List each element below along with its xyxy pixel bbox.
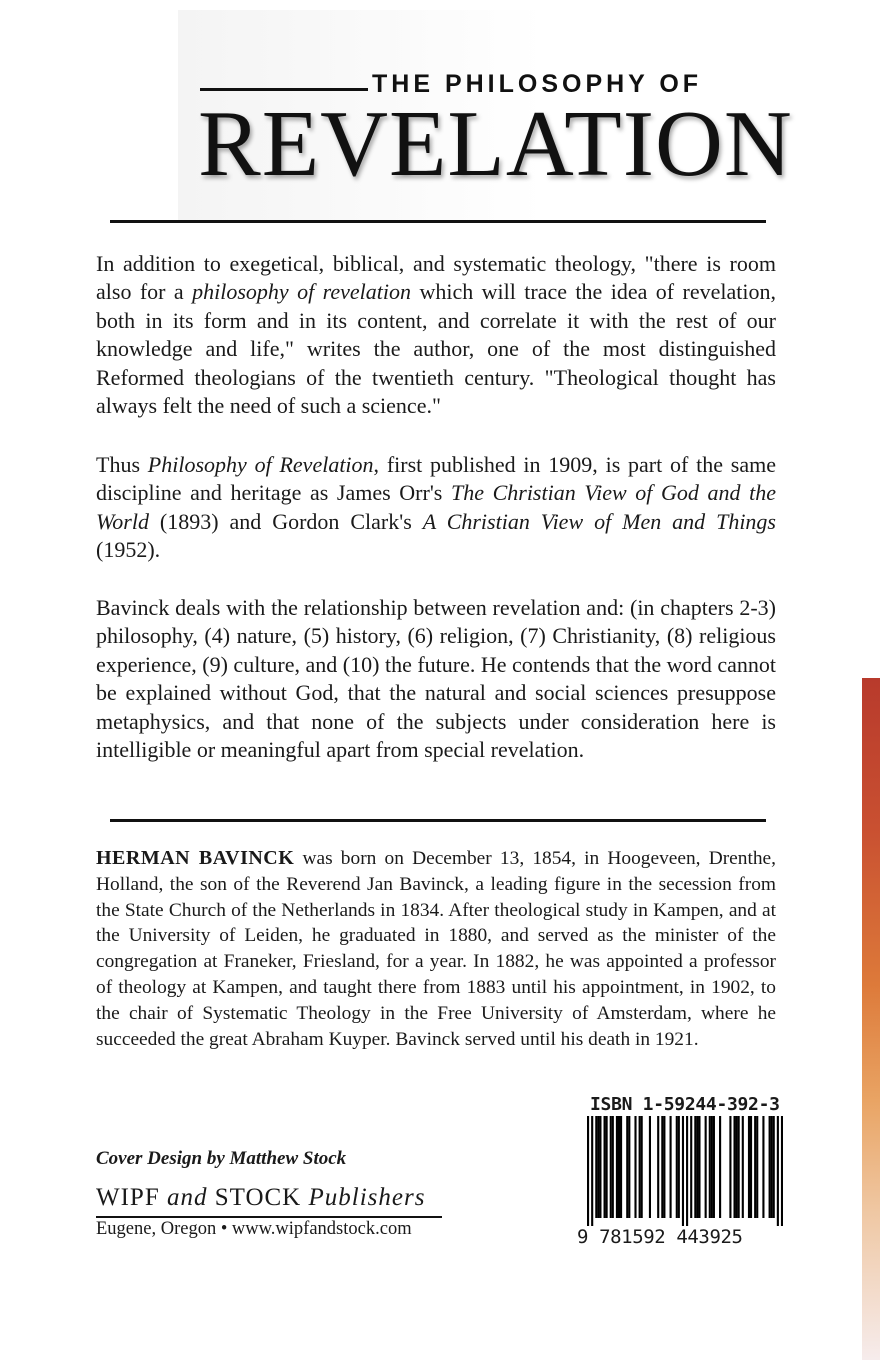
barcode-bar — [773, 1116, 775, 1218]
barcode-bar — [612, 1116, 614, 1218]
barcode-bar — [591, 1116, 593, 1226]
isbn-label: ISBN 1-59244-392-3 — [590, 1094, 780, 1115]
barcode-bar — [736, 1116, 738, 1218]
cover-design-credit: Cover Design by Matthew Stock — [96, 1148, 347, 1169]
barcode-bar — [663, 1116, 665, 1218]
barcode-bar — [771, 1116, 773, 1218]
barcode-bar — [604, 1116, 606, 1218]
barcode-bar — [670, 1116, 672, 1218]
barcode-bar — [769, 1116, 771, 1218]
barcode-bar — [713, 1116, 715, 1218]
description-paragraph-3: Bavinck deals with the relationship between revelation and: (in chapters 2-3) philosophy, (4) nature, (5) history, (6) religion, (7) Christianity, (8) religious experience, (9) culture, and (10) the future. He contends that the word cannot be explained without God, that the natural and social sciences presuppose metaphysics, and that none of the subjects under consideration here is intelligible or meaningful apart from special revelation. — [96, 595, 776, 763]
barcode-bar — [628, 1116, 630, 1218]
barcode-bar — [756, 1116, 758, 1218]
barcode-bar — [649, 1116, 651, 1218]
publisher-name: WIPF and STOCK Publishers — [96, 1184, 426, 1211]
barcode-bar — [597, 1116, 599, 1218]
divider-top — [110, 220, 766, 223]
description-paragraph-2: Thus Philosophy of Revelation, first published in 1909, is part of the same discipline and heritage as James Orr's The Christian View of God and the World (1893) and Gordon Clark's A Christian View of Men and Things (1952). — [96, 452, 777, 563]
barcode-bar — [698, 1116, 700, 1218]
barcode-bar — [709, 1116, 711, 1218]
barcode-bar — [754, 1116, 756, 1218]
spine-color-strip — [862, 678, 880, 1360]
barcode-bar — [694, 1116, 696, 1218]
book-title: REVELATION — [198, 92, 793, 196]
publisher-rule — [96, 1216, 442, 1218]
author-bio: HERMAN BAVINCK was born on December 13, 1854, in Hoogeveen, Drenthe, Holland, the son of the Reverend Jan Bavinck, a leading figure in the secession from the State Church of the Netherlands in 1834. After theological study in Kampen, and at the University of Leiden, he graduated in 1880, and served as the minister of the congregation at Franeker, Friesland, for a year. In 1882, he was appointed a professor of theology at Kampen, and taught there from 1883 until his appointment, in 1902, to the chair of Systematic Theology in the Free University of Amsterdam, where he succeeded the great Abraham Kuyper. Bavinck served until his death in 1921. — [96, 847, 777, 1050]
barcode-bar — [742, 1116, 744, 1218]
barcode-digits: 9 781592 443925 — [577, 1226, 743, 1248]
barcode-bar — [686, 1116, 688, 1226]
barcode-bar — [620, 1116, 622, 1218]
barcode-bar — [599, 1116, 601, 1218]
barcode-bar — [610, 1116, 612, 1218]
barcode-bar — [678, 1116, 680, 1218]
barcode-bar — [733, 1116, 735, 1218]
barcode-bar — [639, 1116, 641, 1218]
description-paragraph-1: In addition to exegetical, biblical, and systematic theology, "there is room also for a philosophy of revelation which will trace the idea of revelation, both in its form and in its content, and correlate it with the rest of our knowledge and life," writes the author, one of the most distinguished Reformed theologians of the twentieth century. "Theological thought has always felt the need of such a science." — [96, 251, 776, 419]
barcode-bar — [641, 1116, 643, 1218]
barcode-bar — [587, 1116, 589, 1226]
barcode-bar — [781, 1116, 783, 1226]
barcode-bar — [606, 1116, 608, 1218]
barcode — [587, 1116, 783, 1226]
barcode-bar — [616, 1116, 618, 1218]
barcode-bar — [682, 1116, 684, 1226]
barcode-bar — [634, 1116, 636, 1218]
barcode-bar — [719, 1116, 721, 1218]
barcode-bar — [626, 1116, 628, 1218]
barcode-bar — [690, 1116, 692, 1218]
author-name: HERMAN BAVINCK — [96, 847, 295, 869]
barcode-bar — [777, 1116, 779, 1226]
barcode-bar — [711, 1116, 713, 1218]
barcode-bar — [595, 1116, 597, 1218]
barcode-bar — [748, 1116, 750, 1218]
divider-middle — [110, 819, 766, 822]
barcode-bar — [696, 1116, 698, 1218]
barcode-bar — [762, 1116, 764, 1218]
barcode-bar — [750, 1116, 752, 1218]
title-small: THE PHILOSOPHY OF — [372, 70, 703, 98]
barcode-bar — [657, 1116, 659, 1218]
barcode-bar — [618, 1116, 620, 1218]
barcode-bar — [738, 1116, 740, 1218]
publisher-address: Eugene, Oregon • www.wipfandstock.com — [96, 1219, 412, 1239]
barcode-bar — [661, 1116, 663, 1218]
barcode-bar — [676, 1116, 678, 1218]
barcode-bar — [705, 1116, 707, 1218]
barcode-bar — [729, 1116, 731, 1218]
